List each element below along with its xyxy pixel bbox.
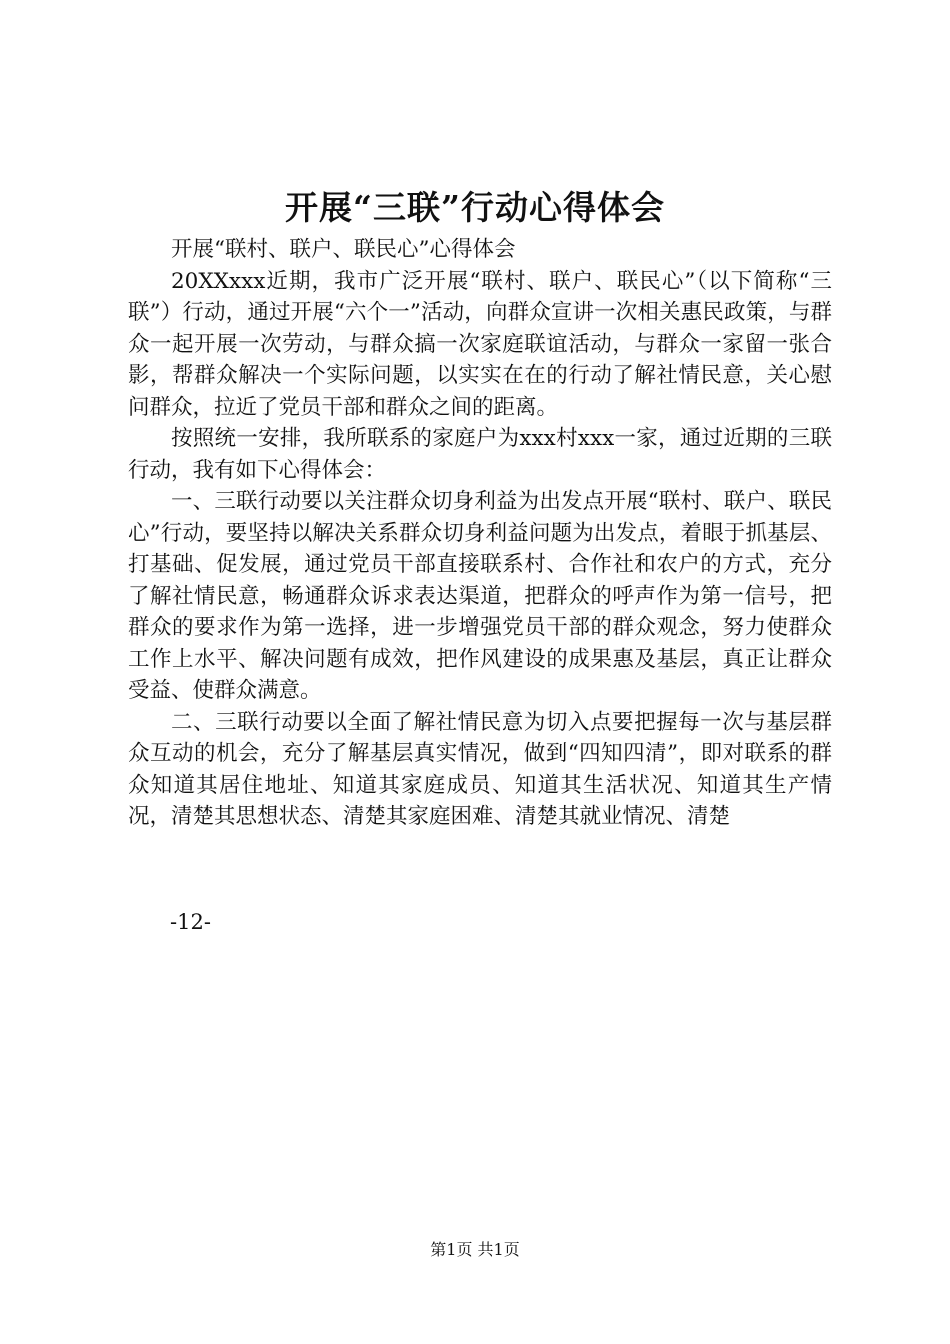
paragraph-arrangement: 按照统一安排，我所联系的家庭户为xxx村xxx一家，通过近期的三联行动，我有如下心得体会： — [128, 426, 832, 483]
paragraph-subtitle: 开展“联村、联户、联民心”心得体会 — [171, 237, 516, 262]
document-body — [128, 234, 832, 833]
page-footer: 第1页 共1页 — [430, 1240, 520, 1259]
paragraph-point-one: 一、三联行动要以关注群众切身利益为出发点开展“联村、联户、联民心”行动，要坚持以解决关系群众切身利益问题为出发点，着眼于抓基层、打基础、促发展，通过党员干部直接联系村、合作社和农户的方式，充分了解社情民意，畅通群众诉求表达渠道，把群众的呼声作为第一信号，把群众的要求作为第一选择，进一步增强党员干部的群众观念，努力使群众工作上水平、解决问题有成效，把作风建设的成果惠及基层，真正让群众受益、使群众满意。 — [128, 489, 832, 703]
paragraph-intro: 20XXxxx近期，我市广泛开展“联村、联户、联民心”（以下简称“三联”）行动，通过开展“六个一”活动，向群众宣讲一次相关惠民政策，与群众一起开展一次劳动，与群众搞一次家庭联谊活动，与群众一家留一张合影，帮群众解决一个实际问题，以实实在在的行动了解社情民意，关心慰问群众，拉近了党员干部和群众之间的距离。 — [128, 268, 832, 420]
paragraph-point-two: 二、三联行动要以全面了解社情民意为切入点要把握每一次与基层群众互动的机会，充分了解基层真实情况，做到“四知四清”，即对联系的群众知道其居住地址、知道其家庭成员、知道其生活状况、知道其生产情况，清楚其思想状态、清楚其家庭困难、清楚其就业情况、清楚 — [128, 709, 832, 829]
page-marker: -12- — [170, 910, 211, 934]
document-title: 开展“三联”行动心得体会 — [285, 188, 665, 227]
